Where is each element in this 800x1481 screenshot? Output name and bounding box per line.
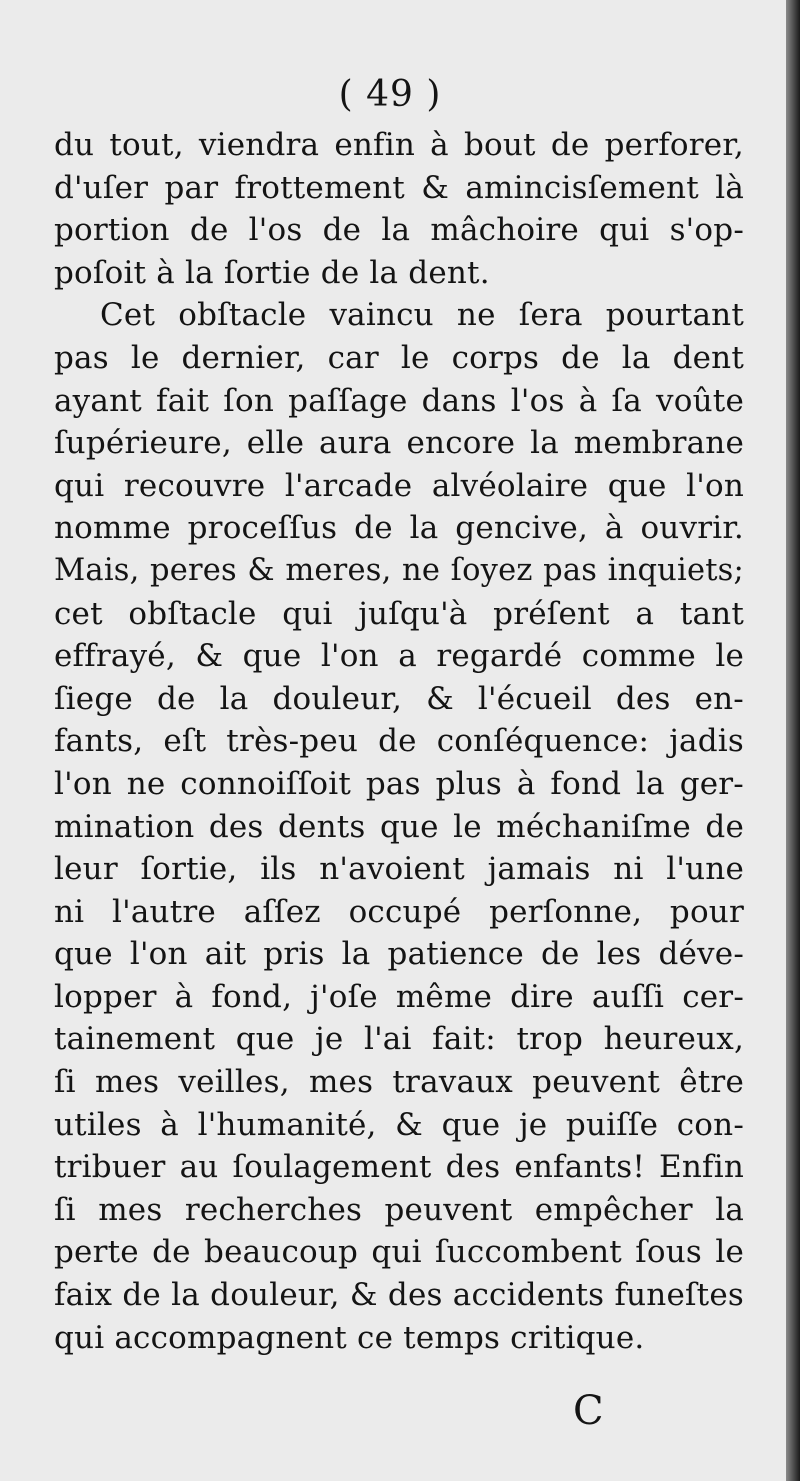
text-line: mination des dents que le méchaniſme de (54, 808, 744, 845)
text-line: ſiege de la douleur, & l'écueil des en- (54, 680, 744, 717)
text-line: faix de la douleur, & des accidents funeſtes (54, 1277, 744, 1314)
text-line: ſupérieure, elle aura encore la membrane (54, 425, 744, 462)
text-line: nomme proceſſus de la gencive, à ouvrir. (54, 510, 744, 547)
text-line: fants, eſt très-peu de conſéquence: jadis (54, 723, 744, 760)
text-line: cet obſtacle qui juſqu'à préſent a tant (54, 595, 744, 632)
text-line: que l'on ait pris la patience de les déve- (54, 936, 744, 973)
text-line: poſoit à la ſortie de la dent. (54, 254, 490, 291)
text-line: Mais, peres & meres, ne ſoyez pas inquiets; (54, 552, 744, 588)
text-line: portion de l'os de la mâchoire qui s'op- (54, 212, 744, 249)
text-line: utiles à l'humanité, & que je puiſſe con- (54, 1106, 744, 1143)
text-line: tainement que je l'ai fait: trop heureux, (54, 1021, 744, 1058)
text-line: ni l'autre aſſez occupé perſonne, pour (54, 893, 744, 930)
text-line: qui recouvre l'arcade alvéolaire que l'on (54, 467, 744, 504)
page-number: ( 49 ) (338, 74, 442, 115)
text-line: l'on ne connoiſſoit pas plus à fond la ger- (54, 765, 744, 802)
text-line: pas le dernier, car le corps de la dent (54, 339, 744, 376)
paragraph-start-line: Cet obſtacle vaincu ne ſera pourtant (100, 297, 744, 334)
text-line: du tout, viendra enfin à bout de perforer, (54, 127, 744, 163)
text-line: tribuer au ſoulagement des enfants! Enfin (54, 1149, 744, 1186)
text-line: qui accompagnent ce temps critique. (54, 1319, 645, 1356)
text-line: leur ſortie, ils n'avoient jamais ni l'une (54, 851, 744, 888)
text-line: effrayé, & que l'on a regardé comme le (54, 638, 744, 675)
text-line: ſi mes veilles, mes travaux peuvent être (54, 1064, 744, 1101)
text-line: ſi mes recherches peuvent empêcher la (54, 1191, 744, 1228)
text-line: ayant fait ſon paſſage dans l'os à ſa voûte (54, 382, 744, 419)
text-line: perte de beaucoup qui ſuccombent ſous le (54, 1234, 744, 1271)
signature-mark: C (573, 1388, 604, 1434)
text-line: lopper à fond, j'oſe même dire auſſi cer- (54, 978, 744, 1015)
text-line: d'uſer par frottement & amincisſement là (54, 169, 744, 206)
page-edge-shadow (786, 0, 800, 1481)
body-text (54, 124, 744, 1359)
